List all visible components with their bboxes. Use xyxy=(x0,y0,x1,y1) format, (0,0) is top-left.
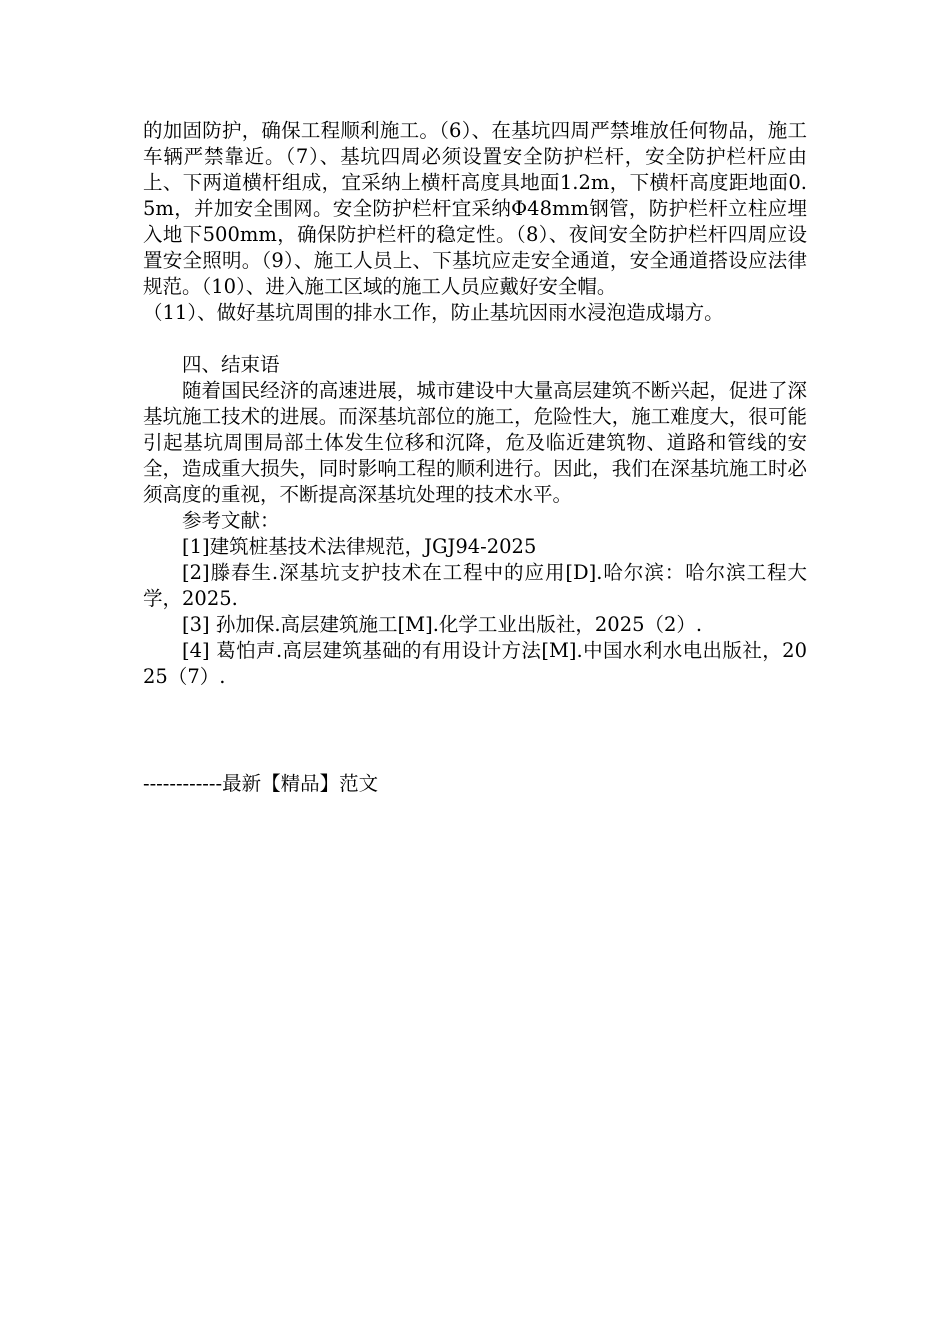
paragraph-safety-measures: 的加固防护，确保工程顺利施工。（6）、在基坑四周严禁堆放任何物品，施工车辆严禁靠近。（7）、基坑四周必须设置安全防护栏杆，安全防护栏杆应由上、下两道横杆组成，宜采纳上横杆高度具地面1.2m，下横杆高度距地面0.5m，并加安全围网。安全防护栏杆宜采纳Φ48mm钢管，防护栏杆立柱应埋入地下500mm，确保防护栏杆的稳定性。（8）、夜间安全防护栏杆四周应设置安全照明。（9）、施工人员上、下基坑应走安全通道，安全通道搭设应法律规范。（10）、进入施工区域的施工人员应戴好安全帽。 xyxy=(143,119,807,298)
paragraph-conclusion: 随着国民经济的高速进展，城市建设中大量高层建筑不断兴起，促进了深基坑施工技术的进展。而深基坑部位的施工，危险性大，施工难度大，很可能引起基坑周围局部土体发生位移和沉降，危及临近建筑物、道路和管线的安全，造成重大损失，同时影响工程的顺利进行。因此，我们在深基坑施工时必须高度的重视，不断提高深基坑处理的技术水平。 xyxy=(143,379,807,506)
reference-item-1: [1]建筑桩基技术法律规范，JGJ94-2025 xyxy=(182,535,537,558)
reference-item-4: [4] 葛怕声.高层建筑基础的有用设计方法[M].中国水利水电出版社，2025（7）. xyxy=(143,639,807,688)
reference-item-3: [3] 孙加保.高层建筑施工[M].化学工业出版社，2025（2）. xyxy=(182,613,703,636)
paragraph-spacer xyxy=(143,326,807,352)
footer-tagline: ------------最新【精品】范文 xyxy=(143,772,379,795)
paragraph-drainage-item: （11）、做好基坑周围的排水工作，防止基坑因雨水浸泡造成塌方。 xyxy=(143,301,724,324)
references-heading: 参考文献： xyxy=(182,509,280,532)
section-heading: 四、结束语 xyxy=(182,353,280,376)
reference-item-2: [2]滕春生.深基坑支护技术在工程中的应用[D].哈尔滨：哈尔滨工程大学，2025. xyxy=(143,561,807,610)
document-body xyxy=(143,118,807,690)
